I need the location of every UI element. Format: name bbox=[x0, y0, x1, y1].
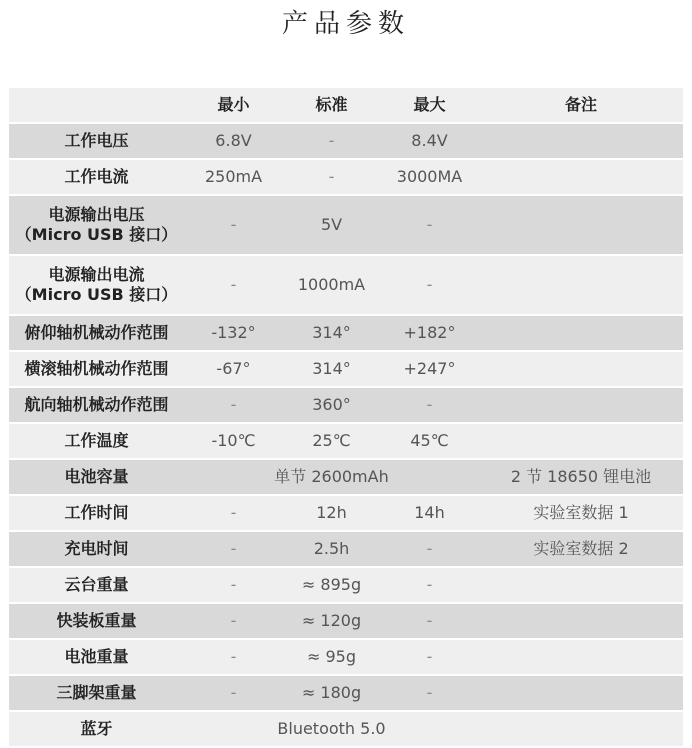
table-row bbox=[9, 195, 683, 255]
table-row bbox=[9, 315, 683, 351]
std-value: ≈ 180g bbox=[283, 675, 380, 711]
std-value: - bbox=[283, 123, 380, 159]
note-value bbox=[479, 675, 683, 711]
header-max: 最大 bbox=[380, 88, 479, 123]
param-name: 充电时间 bbox=[9, 531, 184, 567]
table-row bbox=[9, 711, 683, 747]
param-name: 快装板重量 bbox=[9, 603, 184, 639]
min-value: - bbox=[184, 603, 283, 639]
note-value bbox=[479, 639, 683, 675]
min-value: - bbox=[184, 531, 283, 567]
param-name: 工作时间 bbox=[9, 495, 184, 531]
note-value bbox=[479, 567, 683, 603]
note-value bbox=[479, 711, 683, 747]
param-name: 航向轴机械动作范围 bbox=[9, 387, 184, 423]
param-name bbox=[9, 195, 184, 255]
table-row bbox=[9, 603, 683, 639]
param-name-line2: （Micro USB 接口） bbox=[15, 285, 178, 304]
std-value: 314° bbox=[283, 351, 380, 387]
std-value: 2.5h bbox=[283, 531, 380, 567]
std-value: 360° bbox=[283, 387, 380, 423]
table-row bbox=[9, 255, 683, 315]
param-name-line1: 电源输出电流 bbox=[48, 265, 145, 284]
max-value: - bbox=[380, 567, 479, 603]
param-name: 电池重量 bbox=[9, 639, 184, 675]
merged-value: 单节 2600mAh bbox=[184, 459, 479, 495]
std-value: ≈ 895g bbox=[283, 567, 380, 603]
std-value: 5V bbox=[283, 195, 380, 255]
std-value: ≈ 95g bbox=[283, 639, 380, 675]
header-param bbox=[9, 88, 184, 123]
param-name: 电池容量 bbox=[9, 459, 184, 495]
note-value bbox=[479, 603, 683, 639]
std-value: - bbox=[283, 159, 380, 195]
table-row bbox=[9, 387, 683, 423]
table-header-row bbox=[9, 88, 683, 123]
note-value bbox=[479, 423, 683, 459]
table-row bbox=[9, 423, 683, 459]
min-value: -67° bbox=[184, 351, 283, 387]
param-name: 蓝牙 bbox=[9, 711, 184, 747]
min-value: 6.8V bbox=[184, 123, 283, 159]
max-value: +247° bbox=[380, 351, 479, 387]
std-value: ≈ 120g bbox=[283, 603, 380, 639]
min-value: - bbox=[184, 195, 283, 255]
min-value: - bbox=[184, 675, 283, 711]
min-value: - bbox=[184, 255, 283, 315]
note-value bbox=[479, 195, 683, 255]
table-row bbox=[9, 159, 683, 195]
std-value: 1000mA bbox=[283, 255, 380, 315]
table-row bbox=[9, 531, 683, 567]
table-row bbox=[9, 495, 683, 531]
param-name-line1: 电源输出电压 bbox=[48, 205, 145, 224]
param-name: 俯仰轴机械动作范围 bbox=[9, 315, 184, 351]
param-name: 横滚轴机械动作范围 bbox=[9, 351, 184, 387]
min-value: - bbox=[184, 387, 283, 423]
spec-table bbox=[9, 88, 683, 748]
max-value: 14h bbox=[380, 495, 479, 531]
max-value: - bbox=[380, 639, 479, 675]
min-value: - bbox=[184, 567, 283, 603]
max-value: +182° bbox=[380, 315, 479, 351]
note-value: 实验室数据 1 bbox=[479, 495, 683, 531]
merged-value: Bluetooth 5.0 bbox=[184, 711, 479, 747]
note-value bbox=[479, 315, 683, 351]
min-value: - bbox=[184, 495, 283, 531]
max-value: 8.4V bbox=[380, 123, 479, 159]
param-name: 工作温度 bbox=[9, 423, 184, 459]
param-name-line2: （Micro USB 接口） bbox=[15, 225, 178, 244]
param-name bbox=[9, 255, 184, 315]
table-row bbox=[9, 459, 683, 495]
table-row bbox=[9, 567, 683, 603]
max-value: - bbox=[380, 255, 479, 315]
header-min: 最小 bbox=[184, 88, 283, 123]
note-value bbox=[479, 387, 683, 423]
max-value: - bbox=[380, 387, 479, 423]
table-row bbox=[9, 123, 683, 159]
note-value: 2 节 18650 锂电池 bbox=[479, 459, 683, 495]
max-value: 3000MA bbox=[380, 159, 479, 195]
table-row bbox=[9, 351, 683, 387]
max-value: - bbox=[380, 195, 479, 255]
header-std: 标准 bbox=[283, 88, 380, 123]
param-name: 云台重量 bbox=[9, 567, 184, 603]
page-title: 产品参数 bbox=[281, 9, 410, 39]
table-row bbox=[9, 639, 683, 675]
table-row bbox=[9, 675, 683, 711]
param-name: 三脚架重量 bbox=[9, 675, 184, 711]
min-value: - bbox=[184, 639, 283, 675]
min-value: -10℃ bbox=[184, 423, 283, 459]
min-value: 250mA bbox=[184, 159, 283, 195]
header-note: 备注 bbox=[479, 88, 683, 123]
param-name: 工作电压 bbox=[9, 123, 184, 159]
std-value: 25℃ bbox=[283, 423, 380, 459]
std-value: 12h bbox=[283, 495, 380, 531]
param-name: 工作电流 bbox=[9, 159, 184, 195]
min-value: -132° bbox=[184, 315, 283, 351]
note-value bbox=[479, 255, 683, 315]
note-value bbox=[479, 159, 683, 195]
max-value: 45℃ bbox=[380, 423, 479, 459]
max-value: - bbox=[380, 531, 479, 567]
max-value: - bbox=[380, 675, 479, 711]
note-value: 实验室数据 2 bbox=[479, 531, 683, 567]
note-value bbox=[479, 123, 683, 159]
std-value: 314° bbox=[283, 315, 380, 351]
note-value bbox=[479, 351, 683, 387]
max-value: - bbox=[380, 603, 479, 639]
